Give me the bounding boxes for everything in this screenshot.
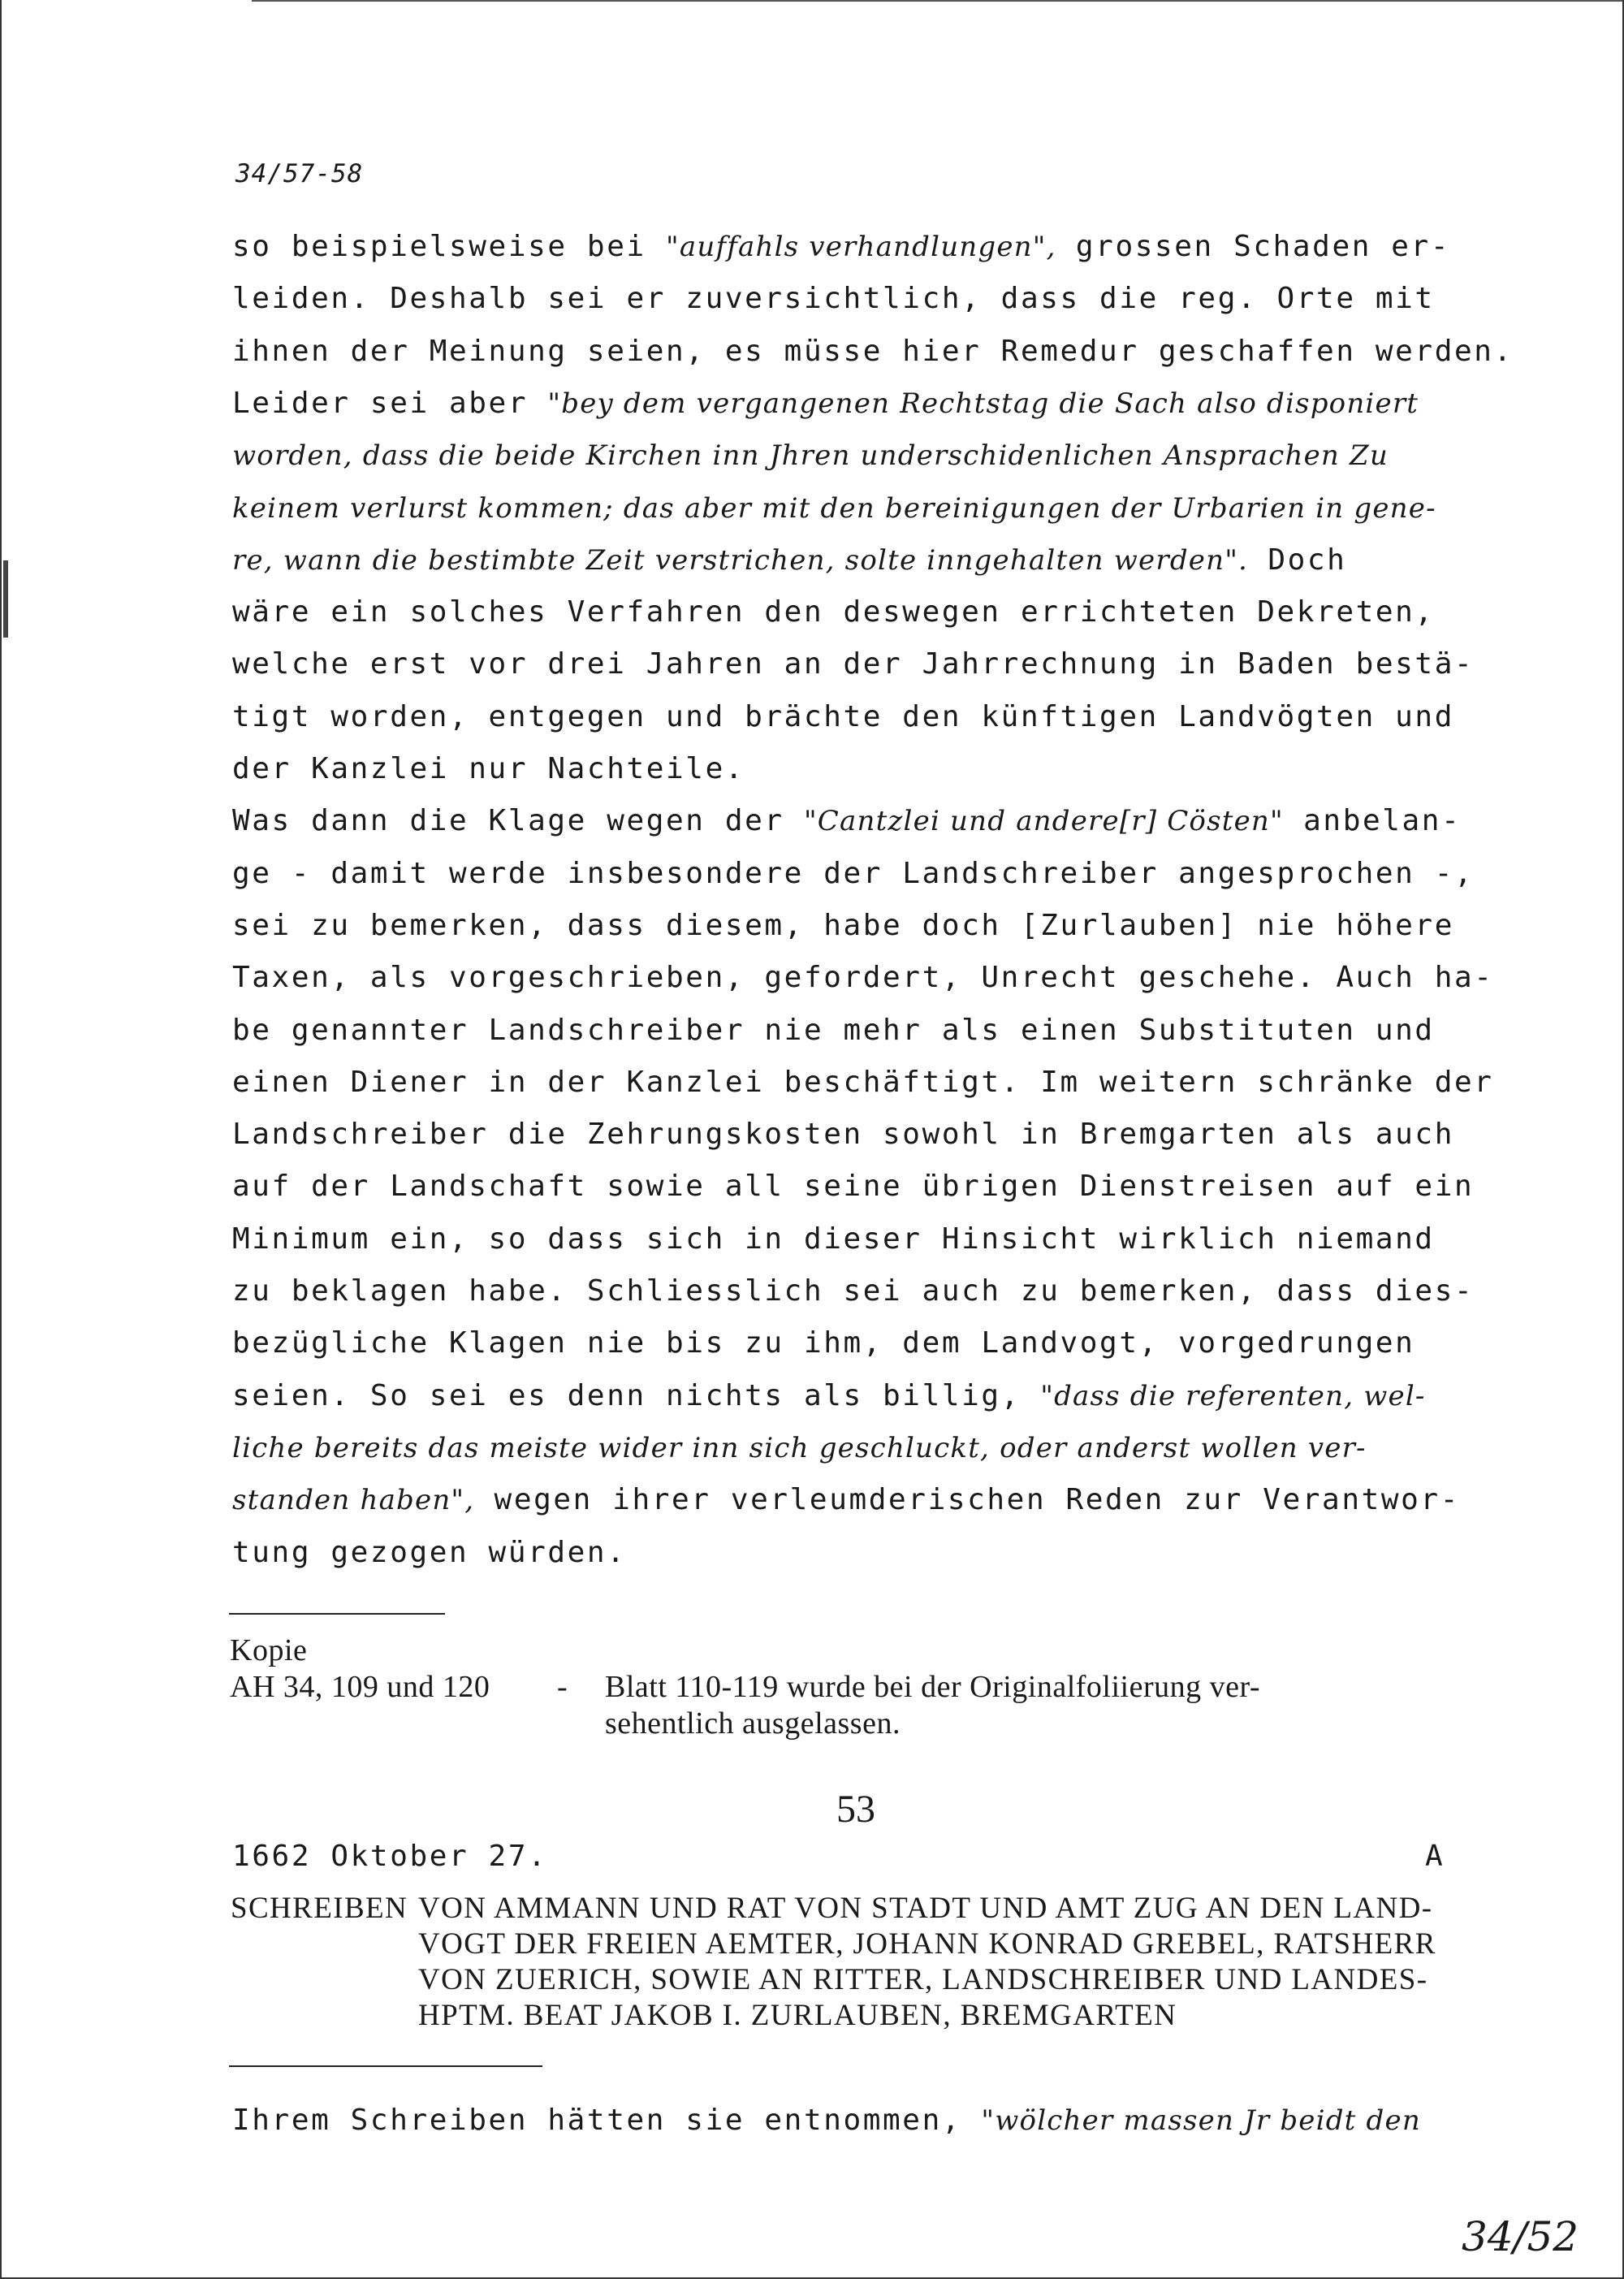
title-rule	[229, 2065, 542, 2067]
body-line	[232, 961, 1494, 994]
body-line	[232, 1066, 1494, 1099]
text-segment: sei zu bemerken, dass diesem, habe doch [Zurlauben] nie höhere	[232, 909, 1454, 942]
copy-label: Kopie	[230, 1633, 308, 1667]
quoted-source-text: "bey dem vergangenen Rechtstag die Sach also disponiert	[547, 387, 1419, 420]
page-frame-top	[252, 0, 1624, 2]
text-segment: einen Diener in der Kanzlei beschäftigt. Im weitern schränke der	[232, 1066, 1494, 1099]
text-segment: tigt worden, entgegen und brächte den künftigen Landvögten und	[232, 700, 1454, 733]
body-line	[232, 1483, 1460, 1516]
text-segment: seien. So sei es denn nichts als billig,	[232, 1379, 1041, 1412]
body-line	[232, 543, 1346, 577]
text-segment: tung gezogen würden.	[232, 1536, 627, 1569]
footnote-rule	[229, 1613, 445, 1615]
quoted-source-text: worden, dass die beide Kirchen inn Jhren underschidenlichen Ansprachen Zu	[232, 439, 1389, 472]
quoted-source-text: "Cantzlei und andere[r] Cösten"	[803, 805, 1284, 837]
archive-source: AH 34, 109 und 120	[230, 1670, 490, 1704]
body-line	[232, 804, 1461, 837]
text-segment: ihnen der Meinung seien, es müsse hier Remedur geschaffen werden.	[232, 335, 1514, 368]
title-line-1: VON AMMANN UND RAT VON STADT UND AMT ZUG AN DEN LAND-	[418, 1892, 1433, 1925]
folio-note-line-2: sehentlich ausgelassen.	[605, 1706, 901, 1741]
body-line	[232, 439, 1389, 472]
body-line	[232, 700, 1454, 733]
quoted-source-text: liche bereits das meiste wider inn sich geschluckt, oder anderst wollen ver-	[232, 1432, 1367, 1464]
text-segment: be genannter Landschreiber nie mehr als einen Substituten und	[232, 1014, 1435, 1047]
text-segment: wegen ihrer verleumderischen Reden zur Verantwor-	[474, 1483, 1460, 1516]
body-line	[232, 1326, 1415, 1360]
margin-binding-mark	[3, 560, 8, 638]
text-segment: welche erst vor drei Jahren an der Jahrrechnung in Baden bestä-	[232, 647, 1475, 681]
handwritten-folio-number: 34/52	[1462, 2213, 1579, 2260]
document-date: 1662 Oktober 27.	[232, 1840, 548, 1873]
title-label: SCHREIBEN	[231, 1892, 408, 1925]
quoted-source-text: standen haben",	[232, 1484, 475, 1516]
text-segment: wäre ein solches Verfahren den deswegen errichteten Dekreten,	[232, 595, 1435, 629]
body-line	[232, 335, 1514, 368]
body-line	[232, 909, 1454, 942]
text-segment: Doch	[1248, 543, 1347, 577]
body-line	[232, 857, 1474, 890]
quoted-source-text: "dass die referenten, wel-	[1040, 1380, 1426, 1412]
text-segment: Minimum ein, so dass sich in dieser Hinsicht wirklich niemand	[232, 1222, 1435, 1256]
title-line-4: HPTM. BEAT JAKOB I. ZURLAUBEN, BREMGARTEN	[418, 1999, 1177, 2032]
text-segment: anbelan-	[1283, 804, 1462, 837]
document-number: 53	[836, 1788, 875, 1831]
text-segment: grossen Schaden er-	[1056, 230, 1451, 263]
text-segment: Was dann die Klage wegen der	[232, 804, 804, 837]
body-line	[232, 1222, 1435, 1256]
text-segment: auf der Landschaft sowie all seine übrigen Dienstreisen auf ein	[232, 1170, 1475, 1203]
text-segment: zu beklagen habe. Schliesslich sei auch zu bemerken, dass dies-	[232, 1274, 1475, 1308]
text-segment: Taxen, als vorgeschrieben, gefordert, Unrecht geschehe. Auch ha-	[232, 961, 1494, 994]
body-line	[232, 752, 745, 785]
quoted-source-text: "wölcher massen Jr beidt den	[981, 2104, 1421, 2137]
text-segment: Landschreiber die Zehrungskosten sowohl in Bremgarten als auch	[232, 1118, 1454, 1151]
text-segment: so beispielsweise bei	[232, 230, 667, 263]
text-segment: der Kanzlei nur Nachteile.	[232, 752, 745, 785]
body-line	[232, 282, 1435, 315]
quoted-source-text: "auffahls verhandlungen",	[666, 231, 1056, 263]
body-line	[232, 1379, 1426, 1412]
quoted-source-text: re, wann die bestimbte Zeit verstrichen, solte inngehalten werden".	[232, 544, 1249, 577]
body-line	[232, 647, 1474, 681]
body-line	[232, 1431, 1367, 1464]
text-segment: bezügliche Klagen nie bis zu ihm, dem Landvogt, vorgedrungen	[232, 1326, 1415, 1360]
body-line	[232, 1536, 626, 1569]
text-segment: Leider sei aber	[232, 387, 548, 420]
quoted-source-text: keinem verlurst kommen; das aber mit den bereinigungen der Urbarien in gene-	[232, 492, 1436, 525]
page-reference: 34/57-58	[235, 159, 364, 188]
body-line	[232, 1170, 1474, 1203]
body-line	[232, 230, 1450, 263]
title-line-2: VOGT DER FREIEN AEMTER, JOHANN KONRAD GREBEL, RATSHERR	[418, 1927, 1436, 1961]
body-line	[232, 1014, 1435, 1047]
body-line	[232, 387, 1419, 420]
text-segment: ge - damit werde insbesondere der Landschreiber angesprochen -,	[232, 857, 1475, 890]
folio-note-line-1: Blatt 110-119 wurde bei der Originalfoliierung ver-	[605, 1670, 1261, 1704]
body-line	[232, 1118, 1454, 1151]
body-line	[232, 1274, 1474, 1308]
body-line	[232, 491, 1436, 525]
body-line	[232, 595, 1435, 629]
text-segment: Ihrem Schreiben hätten sie entnommen,	[232, 2104, 982, 2137]
page-frame-left	[0, 0, 2, 2279]
title-line-3: VON ZUERICH, SOWIE AN RITTER, LANDSCHREIBER UND LANDES-	[418, 1963, 1428, 1996]
text-segment: leiden. Deshalb sei er zuversichtlich, dass die reg. Orte mit	[232, 282, 1435, 315]
document-letter: A	[1425, 1840, 1445, 1873]
note-dash: -	[557, 1670, 568, 1704]
document-first-line	[232, 2104, 1421, 2137]
